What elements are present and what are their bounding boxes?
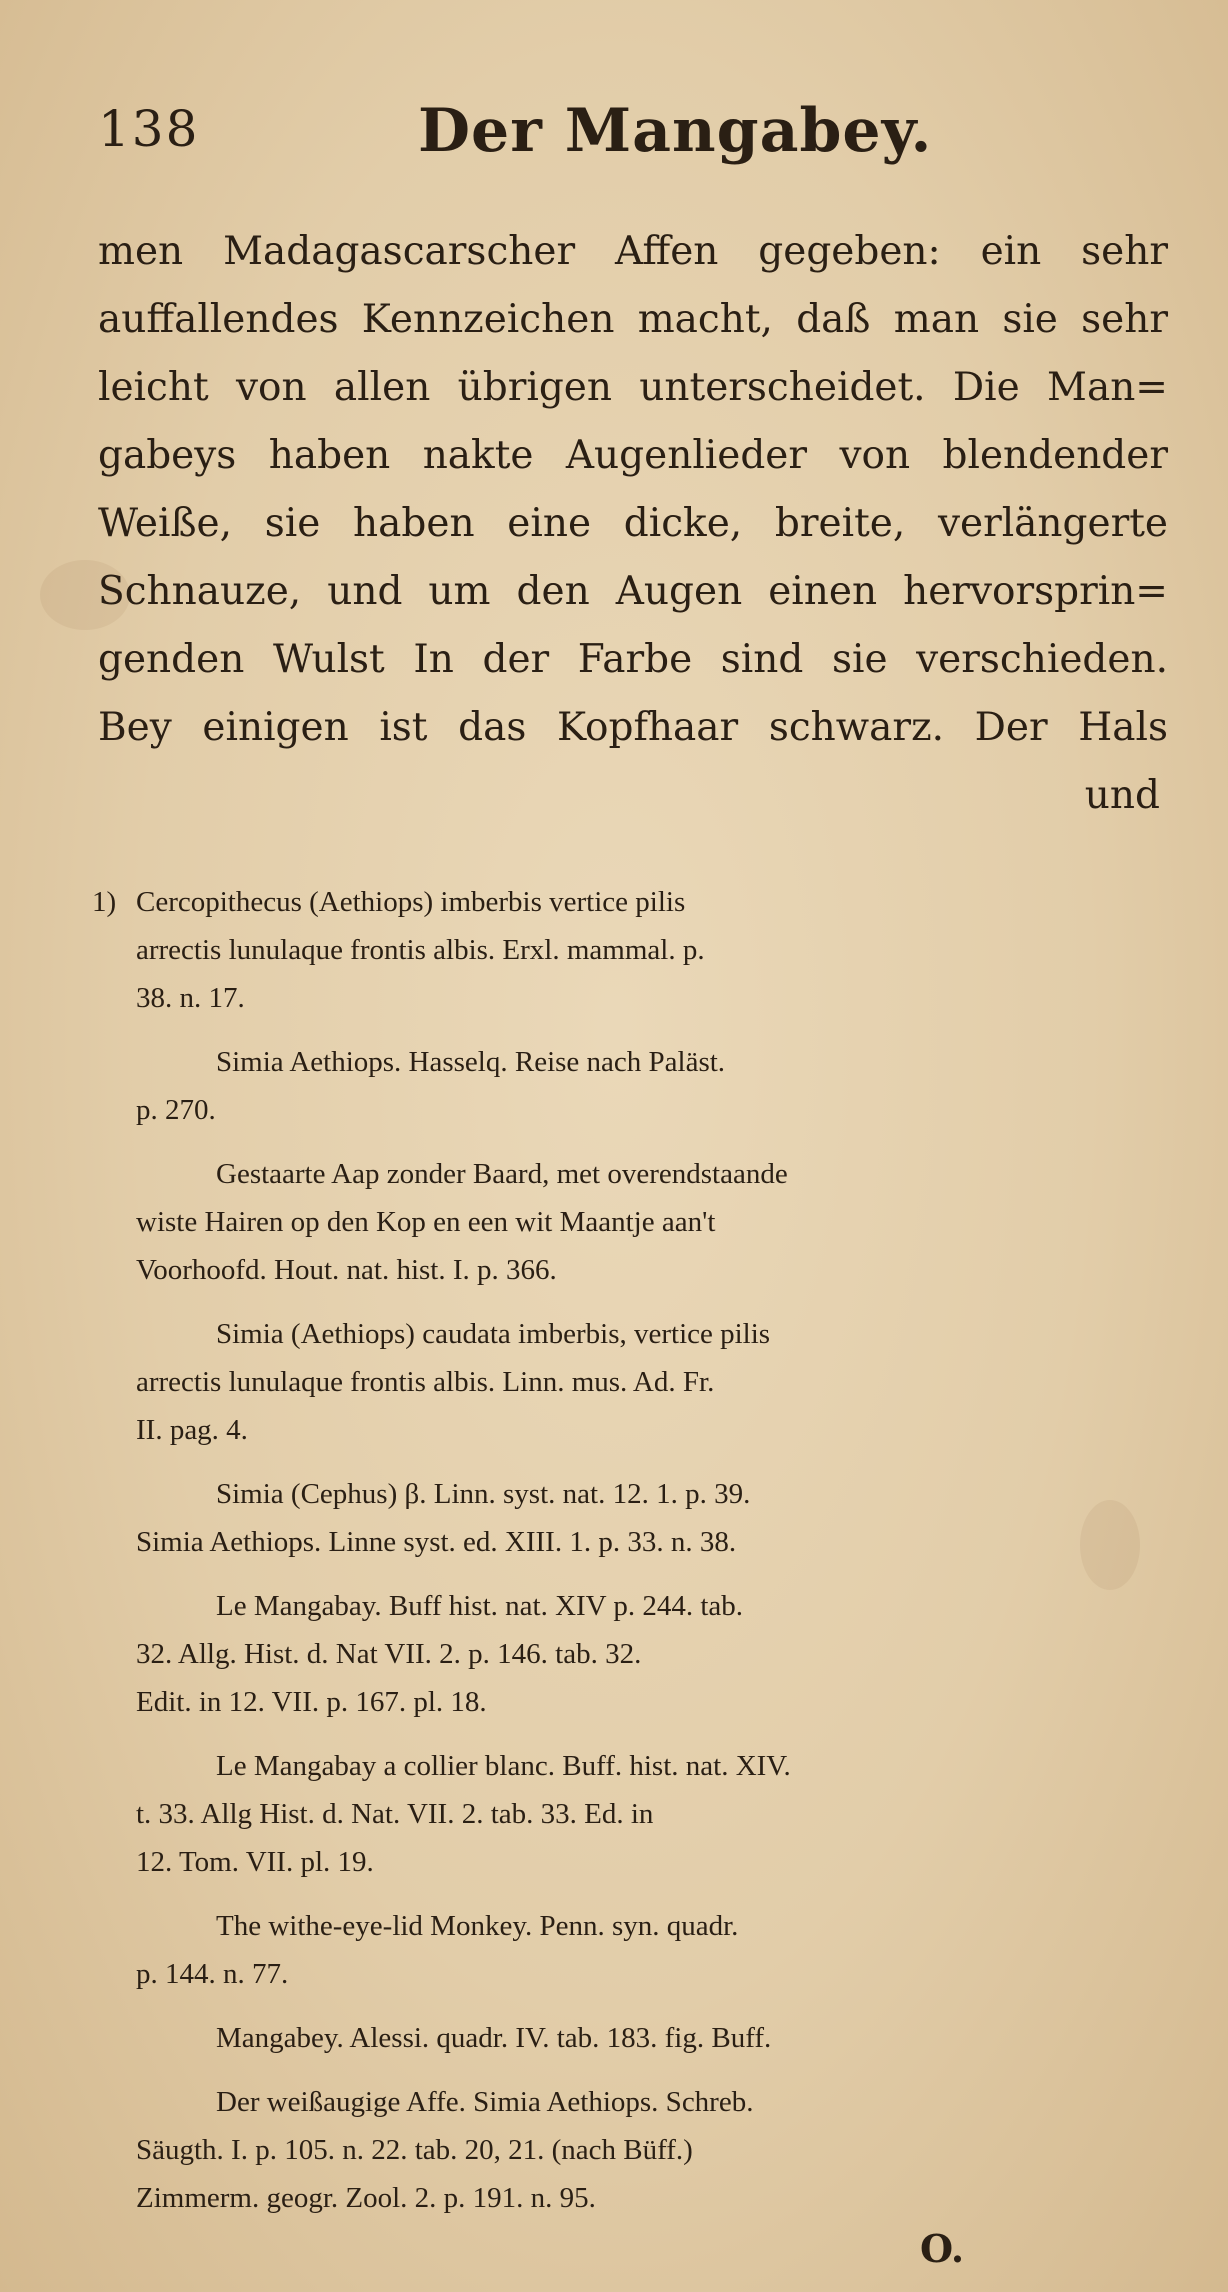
text-line: Bey einigen ist das Kopfhaar schwarz. Der Hals [98,705,1168,750]
footnote-line: p. 144. n. 77. [136,1958,289,1990]
page-number: 138 [98,100,200,158]
footnote-line: arrectis lunulaque frontis albis. Linn. mus. Ad. Fr. [136,1366,715,1398]
text-line: Schnauze, und um den Augen einen hervorsprin= [98,569,1168,614]
footnote-line: arrectis lunulaque frontis albis. Erxl. mammal. p. [136,934,705,966]
footnote-line: Säugth. I. p. 105. n. 22. tab. 20, 21. (nach Büff.) [136,2134,693,2166]
text-line: genden Wulst In der Farbe sind sie verschieden. [98,637,1168,682]
footnote-line: 38. n. 17. [136,982,245,1014]
footnotes [92,878,1166,2238]
footnote-line: t. 33. Allg Hist. d. Nat. VII. 2. tab. 33. Ed. in [136,1798,654,1830]
running-title: Der Mangabey. [418,96,933,166]
footnote-line: Gestaarte Aap zonder Baard, met overendstaande [216,1158,788,1190]
footnote-entry [136,2014,1166,2062]
text-line: men Madagascarscher Affen gegeben: ein sehr [98,229,1168,274]
footnote-marker: 1) [92,886,117,918]
footnote-line: II. pag. 4. [136,1414,248,1446]
footnote-entry [136,1742,1166,1886]
footnote-entry [136,1038,1166,1134]
footnote-entry [136,2078,1166,2222]
text-line: und [1084,773,1160,818]
text-line: auffallendes Kennzeichen macht, daß man sie sehr [98,297,1168,342]
text-line: gabeys haben nakte Augenlieder von blendender [98,433,1168,478]
page-header [98,96,1148,180]
footnote-line: Edit. in 12. VII. p. 167. pl. 18. [136,1686,487,1718]
footnote-entry [92,878,1166,1022]
footnote-line: Simia (Aethiops) caudata imberbis, vertice pilis [216,1318,771,1350]
text-line: Weiße, sie haben eine dicke, breite, verlängerte [98,501,1168,546]
footnote-line: Cercopithecus (Aethiops) imberbis vertice pilis [136,886,686,918]
footnote-line: Simia Aethiops. Linne syst. ed. XIII. 1. p. 33. n. 38. [136,1526,737,1558]
footnote-line: 12. Tom. VII. pl. 19. [136,1846,374,1878]
footnote-line: Simia Aethiops. Hasselq. Reise nach Paläst. [216,1046,726,1078]
catchword: O. [920,2226,965,2271]
footnote-line: wiste Hairen op den Kop en een wit Maantje aan't [136,1206,716,1238]
footnote-line: Voorhoofd. Hout. nat. hist. I. p. 366. [136,1254,557,1286]
footnote-line: Mangabey. Alessi. quadr. IV. tab. 183. fig. Buff. [216,2022,772,2054]
footnote-line: Le Mangabay a collier blanc. Buff. hist. nat. XIV. [216,1750,791,1782]
footnote-entry [136,1582,1166,1726]
text-line: leicht von allen übrigen unterscheidet. Die Man= [98,365,1168,410]
footnote-line: Simia (Cephus) β. Linn. syst. nat. 12. 1. p. 39. [216,1478,751,1510]
footnote-entry [136,1310,1166,1454]
footnote-line: The withe-eye-lid Monkey. Penn. syn. quadr. [216,1910,739,1942]
footnote-line: Le Mangabay. Buff hist. nat. XIV p. 244. tab. [216,1590,744,1622]
footnote-entry [136,1150,1166,1294]
footnote-line: p. 270. [136,1094,216,1126]
footnote-line: Der weißaugige Affe. Simia Aethiops. Schreb. [216,2086,754,2118]
footnote-line: Zimmerm. geogr. Zool. 2. p. 191. n. 95. [136,2182,596,2214]
main-text [98,218,1168,830]
footnote-entry [136,1902,1166,1998]
footnote-entry [136,1470,1166,1566]
footnote-line: 32. Allg. Hist. d. Nat VII. 2. p. 146. tab. 32. [136,1638,642,1670]
